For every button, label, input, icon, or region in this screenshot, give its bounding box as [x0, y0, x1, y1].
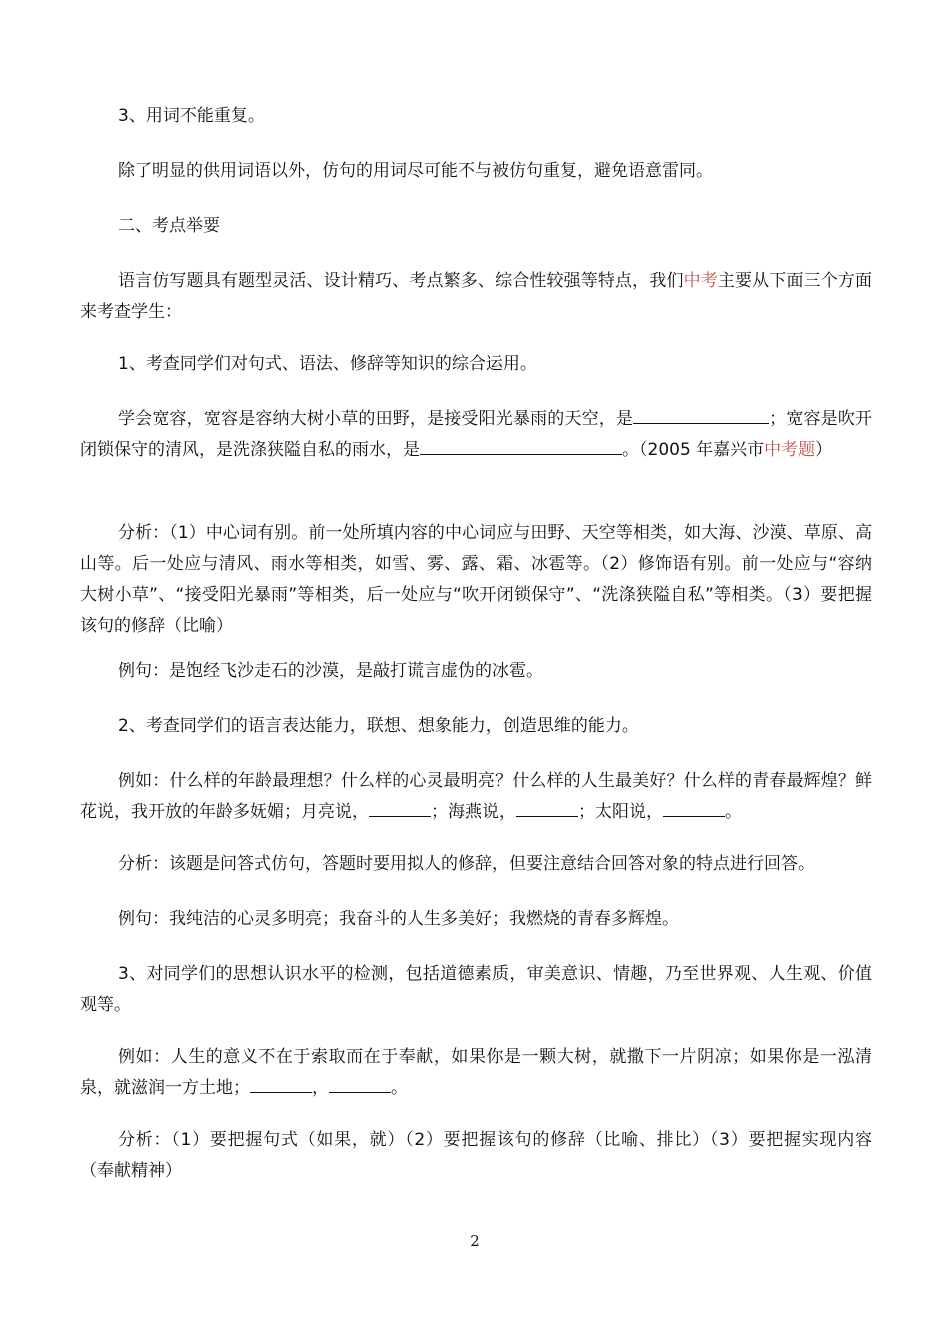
fill-in-blank[interactable]: [420, 436, 622, 455]
fill-in-blank[interactable]: [633, 405, 769, 424]
paragraph-intro: [80, 266, 872, 328]
paragraph-point-2: [80, 711, 872, 742]
paragraph-rule-3-detail: [80, 156, 872, 187]
fill-in-blank[interactable]: [369, 798, 431, 817]
paragraph-text-part: ，: [312, 1078, 329, 1098]
paragraph-text: 1、考查同学们对句式、语法、修辞等知识的综合运用。: [118, 354, 537, 374]
heading-text: 二、考点举要: [118, 216, 220, 236]
fill-in-blank[interactable]: [516, 798, 578, 817]
paragraph-example-2: [80, 766, 872, 828]
paragraph-example-3: [80, 1042, 872, 1104]
paragraph-text-part: ；海燕说，: [431, 802, 516, 822]
paragraph-analysis-3: [80, 1125, 872, 1187]
paragraph-text: 分析：（1）中心词有别。前一处所填内容的中心词应与田野、天空等相类，如大海、沙漠、草原、高山等。后一处应与清风、雨水等相类，如雪、雾、露、霜、冰雹等。（2）修饰语有别。前一处应与“容纳大树小草”、“接受阳光暴雨”等相类，后一处应与“吹开闭锁保守”、“洗涤狭隘自私”等相类。（3）要把握该句的修辞（比喻）: [80, 523, 872, 636]
paragraph-analysis-2: [80, 849, 872, 880]
paragraph-text: 分析：该题是问答式仿句，答题时要用拟人的修辞，但要注意结合回答对象的特点进行回答。: [118, 854, 815, 874]
paragraph-point-3: [80, 959, 872, 1021]
paragraph-text-part: 。: [391, 1078, 408, 1098]
paragraph-sample-answer-1: [80, 656, 872, 687]
paragraph-text: 2、考查同学们的语言表达能力，联想、想象能力，创造思维的能力。: [118, 716, 639, 736]
page-number: 2: [470, 1232, 480, 1250]
section-heading-exam-points: [80, 211, 872, 242]
paragraph-text: 除了明显的供用词语以外，仿句的用词尽可能不与被仿句重复，避免语意雷同。: [118, 161, 713, 181]
paragraph-text-part: 学会宽容，宽容是容纳大树小草的田野，是接受阳光暴雨的天空，是: [118, 409, 634, 429]
paragraph-analysis-1: [80, 518, 872, 642]
paragraph-text-part: 主要从下面三个方面来考查学生：: [80, 271, 873, 322]
paragraph-text-part: ；太阳说，: [578, 802, 663, 822]
paragraph-text-part: 例如：人生的意义不在于索取而在于奉献，如果你是一颗大树，就撒下一片阴凉；如果你是一泓清泉，就滋润一方土地；: [80, 1047, 872, 1098]
paragraph-text: 分析：（1）要把握句式（如果，就）（2）要把握该句的修辞（比喻、排比）（3）要把握实现内容（奉献精神）: [80, 1130, 872, 1181]
paragraph-example-1: [80, 404, 872, 466]
paragraph-text-part: 。（2005 年嘉兴市: [622, 440, 765, 460]
paragraph-point-1: [80, 349, 872, 380]
paragraph-sample-answer-2: [80, 904, 872, 935]
highlighted-keyword: 中考题: [764, 440, 816, 460]
paragraph-text: 例句：是饱经飞沙走石的沙漠，是敲打谎言虚伪的冰雹。: [118, 661, 543, 681]
paragraph-text: 3、用词不能重复。: [118, 106, 265, 126]
fill-in-blank[interactable]: [329, 1074, 391, 1093]
paragraph-text-part: ）: [815, 440, 833, 460]
paragraph-rule-3: [80, 101, 872, 132]
paragraph-text: 例句：我纯洁的心灵多明亮；我奋斗的人生多美好；我燃烧的青春多辉煌。: [118, 909, 679, 929]
fill-in-blank[interactable]: [663, 798, 725, 817]
highlighted-keyword: 中考: [683, 271, 718, 291]
paragraph-text-part: 语言仿写题具有题型灵活、设计精巧、考点繁多、综合性较强等特点，我们: [118, 271, 684, 291]
paragraph-text-part: 。: [725, 802, 742, 822]
fill-in-blank[interactable]: [250, 1074, 312, 1093]
paragraph-text: 3、对同学们的思想认识水平的检测，包括道德素质，审美意识、情趣，乃至世界观、人生观、价值观等。: [80, 964, 872, 1015]
paragraph-text-part: ；宽容是吹开闭锁保守的清风，是洗涤狭隘自私的雨水，是: [80, 409, 873, 460]
paragraph-text-part: 例如：什么样的年龄最理想？什么样的心灵最明亮？什么样的人生最美好？什么样的青春最辉煌？鲜花说，我开放的年龄多妩媚；月亮说，: [80, 771, 872, 822]
